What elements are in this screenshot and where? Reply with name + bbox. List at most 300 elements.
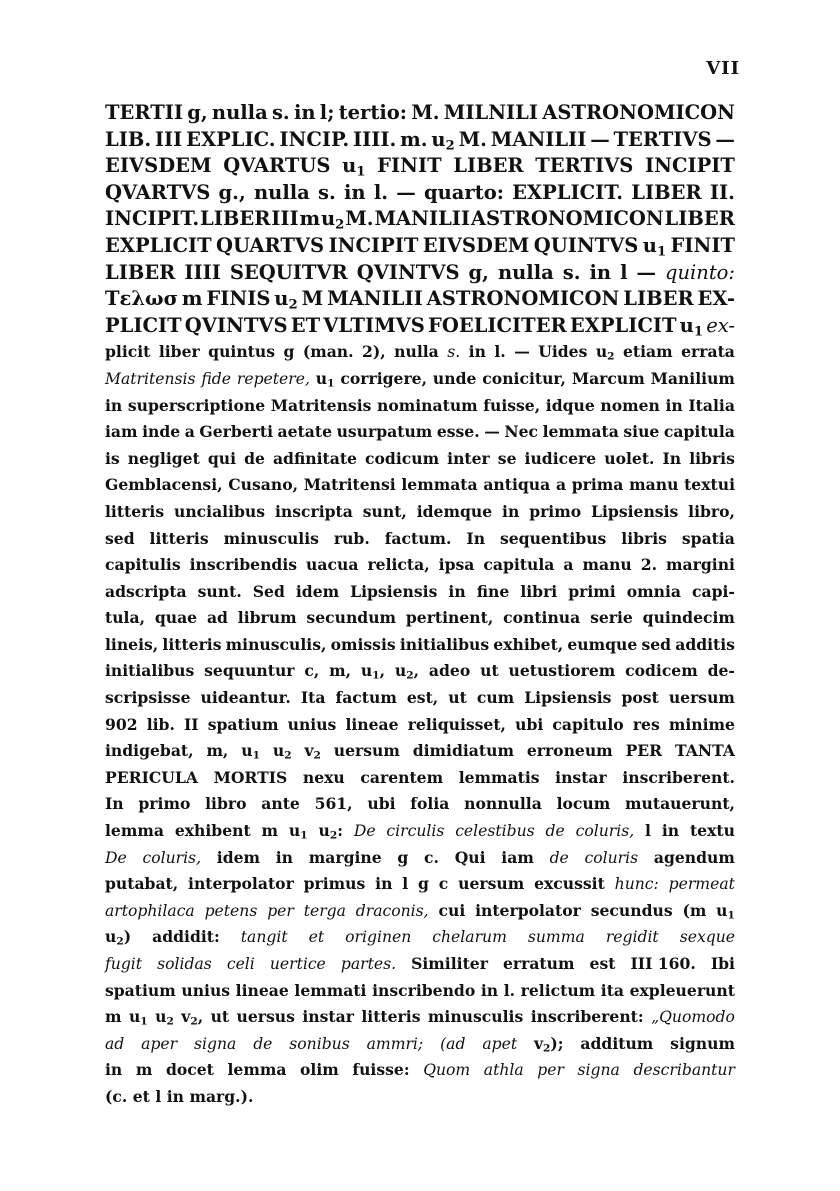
word: Gemblacensi, <box>105 475 223 495</box>
word: sed <box>105 528 135 548</box>
word: sexque <box>679 928 735 947</box>
word: LIBER <box>105 260 176 284</box>
word: EXPLICIT <box>569 313 677 337</box>
word: idem <box>295 581 340 601</box>
text-line <box>105 180 735 207</box>
word: Lipsiensis <box>591 501 679 521</box>
word: signa <box>194 1034 237 1053</box>
word: terga <box>303 901 346 920</box>
text-line <box>105 313 735 340</box>
word: Quom <box>423 1061 471 1080</box>
word: inscribendis <box>189 555 298 575</box>
word: de <box>545 822 565 841</box>
word: l <box>155 1086 162 1106</box>
word: ad <box>105 1034 125 1053</box>
word: liber <box>158 342 200 362</box>
word: fuisse: <box>352 1060 410 1080</box>
word: l. <box>503 980 516 1000</box>
word: INCIP. <box>279 127 350 151</box>
word: libris <box>689 448 735 468</box>
word: ASTRONOMICON <box>542 101 735 124</box>
word: factum <box>335 688 397 708</box>
word: olim <box>300 1060 339 1080</box>
word: l <box>620 260 628 284</box>
word: coluris, <box>142 848 202 867</box>
word: quintus <box>208 342 275 362</box>
word: minusculis <box>223 528 319 548</box>
word: lineae <box>235 980 289 1000</box>
word: scripsisse <box>105 688 191 708</box>
word: quae <box>154 608 198 628</box>
word: In <box>466 528 486 548</box>
word: $u_1$ <box>128 1007 148 1028</box>
word: relictum <box>520 980 596 1000</box>
word: IIII <box>184 260 221 284</box>
word: g, <box>468 260 489 284</box>
word: primo <box>529 501 582 521</box>
word: $u_2$, <box>394 661 420 683</box>
word: sed <box>641 634 672 654</box>
word: Qui <box>454 847 486 867</box>
word: spatia <box>681 528 735 548</box>
word: Gerberti <box>199 422 273 442</box>
word: EX- <box>697 287 735 311</box>
word: FINIT <box>377 154 442 178</box>
word: capi- <box>692 581 735 601</box>
word: inter <box>447 448 490 468</box>
word: litteris <box>361 1007 421 1027</box>
word: conicitur, <box>482 368 566 388</box>
word: et <box>132 1086 150 1106</box>
word: m <box>105 1007 122 1027</box>
word: 561, <box>314 794 353 814</box>
word: adeo <box>428 661 471 681</box>
text-line <box>105 366 735 393</box>
word: Sed <box>252 581 285 601</box>
word: 2. <box>640 555 658 575</box>
word: MANILII <box>490 127 587 151</box>
word: — <box>396 180 416 204</box>
word: idque <box>545 395 595 415</box>
word: post <box>621 688 659 708</box>
word: III <box>271 207 299 231</box>
word: uertice <box>269 955 326 973</box>
word: M. <box>345 207 374 231</box>
word: exhibet, <box>493 634 564 654</box>
word: draconis, <box>355 901 429 920</box>
text-line <box>105 552 735 579</box>
word: a <box>563 555 574 575</box>
word: Cusano, <box>228 475 299 495</box>
word: adfinitate <box>272 448 357 468</box>
word: Matritensi <box>303 475 396 495</box>
word: codicum <box>365 448 440 468</box>
word: c <box>438 874 449 894</box>
word: spatium <box>105 980 176 1000</box>
word: III <box>154 127 183 151</box>
word: II <box>184 714 199 734</box>
word: LIBER <box>453 154 524 178</box>
word: in <box>105 1060 123 1080</box>
word: $v_2$); <box>533 1033 564 1055</box>
word: $u_2$ <box>431 127 455 153</box>
text-line <box>105 472 735 499</box>
text-line <box>105 605 735 632</box>
word: — <box>636 260 656 284</box>
word: libris <box>621 528 667 548</box>
word: fugit <box>105 955 143 973</box>
word: erratum <box>502 954 575 973</box>
word: uolet. <box>604 448 655 468</box>
word: negliget <box>127 448 200 468</box>
word: s. <box>447 343 461 362</box>
word: M. <box>458 127 487 151</box>
word: dimidiatum <box>412 741 514 761</box>
text-line <box>105 791 735 818</box>
word: $u_2$) <box>105 927 132 949</box>
word: in <box>480 980 499 1000</box>
word: De <box>353 822 376 841</box>
word: ipsa <box>438 555 475 575</box>
word: quarto: <box>423 180 504 204</box>
word: celestibus <box>455 822 535 841</box>
word: II. <box>709 180 735 204</box>
word: corrigere, <box>340 368 428 388</box>
word: EXPLIC. <box>186 127 276 151</box>
word: signa <box>577 1061 620 1080</box>
word: QUARTVS <box>216 233 325 257</box>
word: fide <box>201 369 232 388</box>
word: aetate <box>277 422 333 442</box>
word: in <box>275 847 294 867</box>
word: quindecim <box>642 608 735 628</box>
word: coluris, <box>575 822 635 841</box>
word: s. <box>318 180 336 204</box>
word: 2), <box>362 342 386 362</box>
word: etiam <box>623 342 673 362</box>
word: expleuerunt <box>629 980 735 1000</box>
word: est <box>589 954 616 973</box>
word: additum <box>580 1033 654 1053</box>
word: Matritensis <box>270 395 372 415</box>
word: per <box>537 1061 564 1080</box>
word: se <box>497 448 517 468</box>
word: ut <box>210 1007 230 1027</box>
text-line <box>105 685 735 712</box>
word: Italia <box>688 395 735 415</box>
word: initialibus <box>399 634 490 654</box>
word: in <box>293 101 316 124</box>
text-line <box>105 738 735 765</box>
text-line <box>105 712 735 739</box>
word: Marcum <box>571 368 645 388</box>
word: et <box>308 928 325 947</box>
word: s. <box>271 101 290 124</box>
word: — <box>590 127 610 151</box>
word: ex- <box>706 313 735 337</box>
word: MANILII <box>374 207 471 231</box>
word: nomen <box>600 395 660 415</box>
word: codicem <box>625 661 698 681</box>
word: Ita <box>300 688 326 708</box>
word: nulla <box>394 342 439 362</box>
word: lemmati <box>294 980 367 1000</box>
word: l; <box>319 101 335 124</box>
word: De <box>105 848 127 867</box>
word: hunc: <box>614 875 659 894</box>
word: III 160. <box>630 954 696 973</box>
word: g, <box>187 101 208 124</box>
word: permeat <box>668 875 735 894</box>
word: sunt. <box>197 581 242 601</box>
word: in <box>502 501 520 521</box>
word: carentem <box>360 767 444 787</box>
word: continua <box>503 608 581 628</box>
text-line <box>105 818 735 845</box>
word: LIB. <box>105 127 152 151</box>
word: TERTIVS <box>613 127 712 151</box>
word: manu <box>629 475 679 495</box>
word: adscripta <box>105 581 187 601</box>
word: capitula <box>483 555 555 575</box>
word: idem <box>216 847 261 867</box>
word: athla <box>483 1061 524 1080</box>
word: litteris <box>105 501 165 521</box>
word: Lipsiensis <box>350 581 438 601</box>
word: relicta, <box>367 555 430 575</box>
word: docet <box>165 1060 214 1080</box>
word: EXPLICIT <box>105 233 212 257</box>
word: nominatum <box>377 395 478 415</box>
word: uersus <box>236 1007 295 1027</box>
word: cui <box>438 900 466 920</box>
word: in <box>468 342 486 362</box>
word: sequuntur <box>204 661 295 681</box>
word: m, <box>329 661 352 681</box>
word: EXPLICIT. <box>512 180 624 204</box>
word: sunt, <box>362 501 407 521</box>
word: in <box>105 395 123 415</box>
word: quinto: <box>664 260 735 284</box>
word: textu <box>689 821 735 841</box>
word: ammri; <box>366 1034 424 1053</box>
word: litteris <box>162 634 222 654</box>
word: solidas <box>157 955 212 973</box>
word: nulla <box>211 101 268 124</box>
word: regidit <box>605 928 659 947</box>
word: nexu <box>302 767 345 787</box>
word: VLTIMVS <box>323 313 425 337</box>
word: lemmatis <box>458 767 540 787</box>
word: LIBER <box>664 207 735 231</box>
word: — <box>514 342 530 362</box>
word: a <box>184 422 195 442</box>
word: serie <box>590 608 633 628</box>
word: qui <box>207 448 237 468</box>
word: IIII. <box>353 127 397 151</box>
word: inscripta <box>274 501 353 521</box>
word: INCIPIT <box>645 154 735 178</box>
word: usurpatum <box>336 422 433 442</box>
word: $u_1$, <box>360 661 386 683</box>
word: originen <box>345 928 412 947</box>
text-line <box>105 658 735 685</box>
word: m <box>135 1060 153 1080</box>
word: aper <box>141 1034 178 1053</box>
word: LIBER <box>200 207 271 231</box>
word: ET <box>290 313 321 337</box>
word: in <box>448 581 466 601</box>
word: m <box>261 821 279 841</box>
word: unius <box>287 714 337 734</box>
text-line <box>105 579 735 606</box>
word: manu <box>582 555 632 575</box>
word: interpolator <box>475 900 581 920</box>
word: ante <box>261 794 300 814</box>
word: mutauerunt, <box>625 794 735 814</box>
word: erroneum <box>526 741 613 761</box>
word: QVARTVS <box>105 180 211 204</box>
word: $v_2$, <box>181 1007 204 1028</box>
text-line <box>105 233 735 260</box>
word: exhibent <box>174 821 251 841</box>
word: Similiter <box>411 954 488 973</box>
word: capitulis <box>105 555 181 575</box>
word: initialibus <box>105 661 195 681</box>
word: primus <box>303 874 366 894</box>
word: Nec <box>504 422 539 442</box>
word: petens <box>204 901 258 920</box>
word: In <box>105 794 124 814</box>
text-line <box>105 898 735 925</box>
word: agendum <box>653 847 735 867</box>
word: secundum <box>306 608 397 628</box>
word: — <box>715 127 735 151</box>
word: spatium <box>207 714 279 734</box>
word: in <box>344 180 366 204</box>
word: EIVSDEM <box>105 154 212 178</box>
word: l <box>645 821 651 841</box>
text-line <box>105 286 735 313</box>
word: FINIS <box>206 287 271 311</box>
word: nonnulla <box>464 794 542 814</box>
word: l <box>402 874 409 894</box>
body-text <box>105 100 735 1111</box>
word: m <box>299 207 321 231</box>
word: prima <box>571 475 624 495</box>
word: idemque <box>416 501 493 521</box>
word: c. <box>424 847 439 867</box>
word: EIVSDEM <box>422 233 530 257</box>
text-line <box>105 1057 735 1084</box>
word: lemmata <box>401 475 478 495</box>
word: $u_2$ <box>272 741 292 762</box>
text-line <box>105 499 735 526</box>
word: tula, <box>105 608 145 628</box>
word: FINIT <box>670 233 735 257</box>
word: ubi <box>515 714 544 734</box>
word: interpolator <box>188 874 294 894</box>
word: TANTA <box>675 741 735 761</box>
word: — <box>484 422 500 442</box>
word: instar <box>302 1007 354 1027</box>
word: $u_2$ <box>274 287 298 313</box>
word: (m <box>682 900 707 920</box>
word: l. <box>494 342 506 362</box>
word: (ad <box>440 1034 466 1053</box>
word: lemma <box>105 821 164 841</box>
word: pertinent, <box>405 608 494 628</box>
word: capitulo <box>552 714 624 734</box>
word: MILNILI <box>443 101 538 124</box>
text-line <box>105 206 735 233</box>
word: g <box>397 847 409 867</box>
word: „Quomodo <box>651 1008 735 1027</box>
word: Ibi <box>710 954 735 973</box>
word: primo <box>138 794 191 814</box>
word: $u_2$: <box>318 821 343 842</box>
word: PERICULA <box>105 767 198 787</box>
word: QVARTUS <box>223 154 331 178</box>
word: lineis, <box>105 634 159 654</box>
word: siue <box>623 422 660 442</box>
word: nulla <box>253 180 310 204</box>
word: iam <box>501 847 534 867</box>
word: TERTIVS <box>535 154 634 178</box>
word: omissis <box>330 634 396 654</box>
word: secundus <box>590 900 673 920</box>
text-line <box>105 393 735 420</box>
word: minusculis <box>427 1007 524 1027</box>
word: LIBER <box>631 180 702 204</box>
word: TERTII <box>105 101 183 124</box>
word: 902 <box>105 714 138 734</box>
word: rub. <box>333 528 370 548</box>
word: SEQUITVR <box>229 260 348 284</box>
word: additis <box>675 634 735 654</box>
word: m <box>181 287 203 311</box>
word: Lipsiensis <box>524 688 612 708</box>
word: omnia <box>626 581 681 601</box>
word: s. <box>562 260 581 284</box>
word: plicit <box>105 342 151 362</box>
word: libro <box>205 794 247 814</box>
word: g <box>418 874 429 894</box>
word: l. <box>373 180 389 204</box>
word: m, <box>206 741 229 761</box>
text-line <box>105 1084 735 1111</box>
text-line <box>105 419 735 446</box>
word: reliquisset, <box>407 714 506 734</box>
word: (c. <box>105 1086 128 1106</box>
word: uetustiorem <box>508 661 616 681</box>
word: coluris <box>584 848 639 867</box>
word: primi <box>568 581 616 601</box>
word: de <box>549 848 569 867</box>
word: eumque <box>567 634 638 654</box>
word: m. <box>400 127 428 151</box>
word: librum <box>237 608 297 628</box>
word: $u_1$ <box>716 900 735 922</box>
word: lineae <box>345 714 399 734</box>
word: unius <box>181 980 231 1000</box>
word: repetere, <box>236 369 310 388</box>
word: $v_2$ <box>304 741 321 762</box>
word: margini <box>666 555 735 575</box>
word: QVINTVS <box>356 260 460 284</box>
word: margine <box>308 847 382 867</box>
word: minime <box>668 714 735 734</box>
